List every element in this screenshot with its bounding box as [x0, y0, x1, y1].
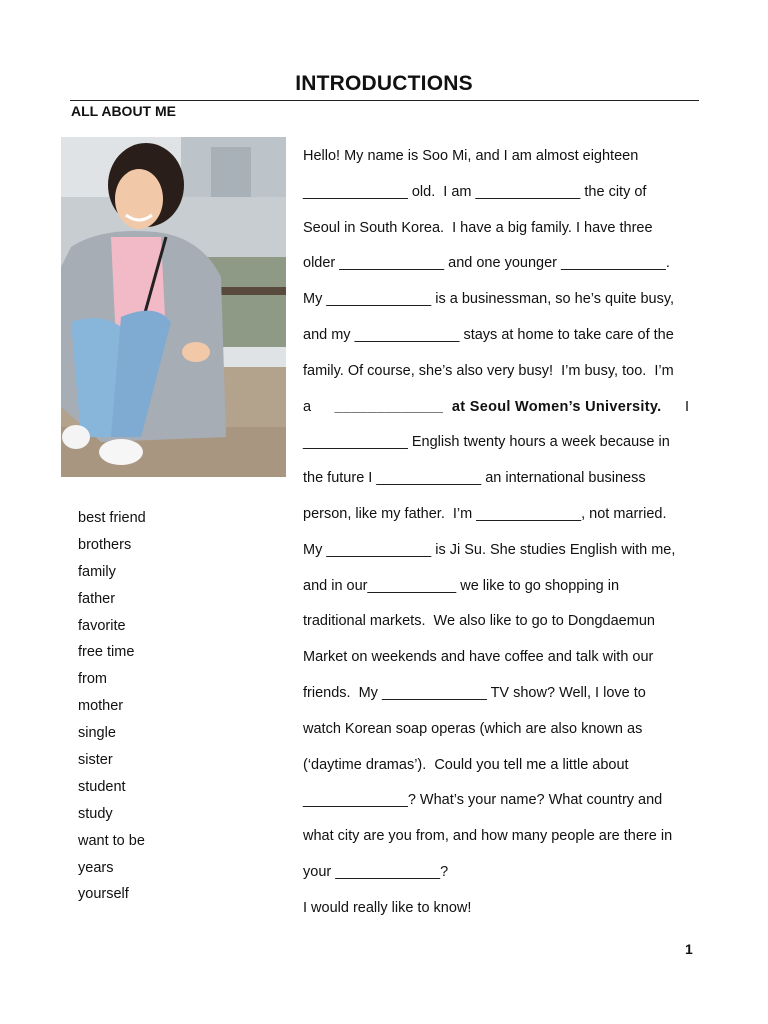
passage-line: Seoul in South Korea. I have a big family. I have three — [303, 219, 653, 236]
passage-line: My _____________ is a businessman, so he’s quite busy, — [303, 291, 675, 308]
word-bank-item: from — [78, 671, 107, 688]
bold-phrase: _____________ at Seoul Women’s University. — [334, 398, 662, 415]
word-bank-item: student — [78, 778, 126, 795]
passage-line: and my _____________ stays at home to take care of the — [303, 326, 674, 343]
passage-line: what city are you from, and how many people are there in — [303, 828, 673, 845]
word-bank-item: family — [78, 563, 116, 580]
passage-line: your _____________? — [303, 863, 449, 880]
word-bank-item: single — [78, 725, 116, 742]
word-bank — [78, 505, 146, 908]
title-rule — [70, 100, 699, 101]
section-heading: ALL ABOUT ME — [71, 103, 176, 119]
word-bank-item: free time — [78, 644, 135, 661]
word-bank-item: study — [78, 805, 113, 822]
passage-line: My _____________ is Ji Su. She studies English with me, — [303, 541, 676, 558]
photo-woman-sitting — [61, 137, 286, 477]
passage-line: Hello! My name is Soo Mi, and I am almost eighteen — [303, 148, 639, 164]
word-bank-item: want to be — [78, 832, 145, 849]
word-bank-item: years — [78, 859, 114, 876]
passage-line: _____________ old. I am _____________ the city of — [303, 183, 647, 200]
page-number: 1 — [685, 941, 693, 957]
word-bank-item: brothers — [78, 536, 132, 553]
passage-line: friends. My _____________ TV show? Well, I love to — [303, 684, 646, 701]
passage-line: _____________? What’s your name? What country and — [303, 792, 663, 809]
word-bank-item: best friend — [78, 510, 146, 526]
word-bank-item: yourself — [78, 886, 129, 903]
passage-line: older _____________ and one younger _____________. — [303, 255, 670, 272]
fill-in-passage — [303, 139, 689, 927]
word-bank-item: father — [78, 590, 116, 607]
passage-line: the future I _____________ an international business — [303, 470, 646, 487]
passage-line: family. Of course, she’s also very busy! I’m busy, too. I’m — [303, 362, 674, 379]
passage-line: watch Korean soap operas (which are also known as — [303, 720, 643, 737]
word-bank-item: favorite — [78, 617, 126, 634]
passage-line: a _____________ at Seoul Women’s University. I — [303, 390, 689, 426]
passage-line: traditional markets. We also like to go to Dongdaemun — [303, 613, 655, 630]
word-bank-item: mother — [78, 698, 124, 715]
word-bank-item: sister — [78, 752, 113, 769]
passage-line: and in our___________ we like to go shopping in — [303, 577, 620, 594]
passage-line: I would really like to know! — [303, 899, 472, 916]
passage-line: _____________ English twenty hours a week because in — [303, 434, 670, 451]
page-title: INTRODUCTIONS — [295, 72, 473, 95]
passage-line: (‘daytime dramas’). Could you tell me a little about — [303, 756, 629, 773]
passage-line: Market on weekends and have coffee and talk with our — [303, 649, 654, 666]
passage-line: person, like my father. I’m _____________, not married. — [303, 505, 667, 522]
